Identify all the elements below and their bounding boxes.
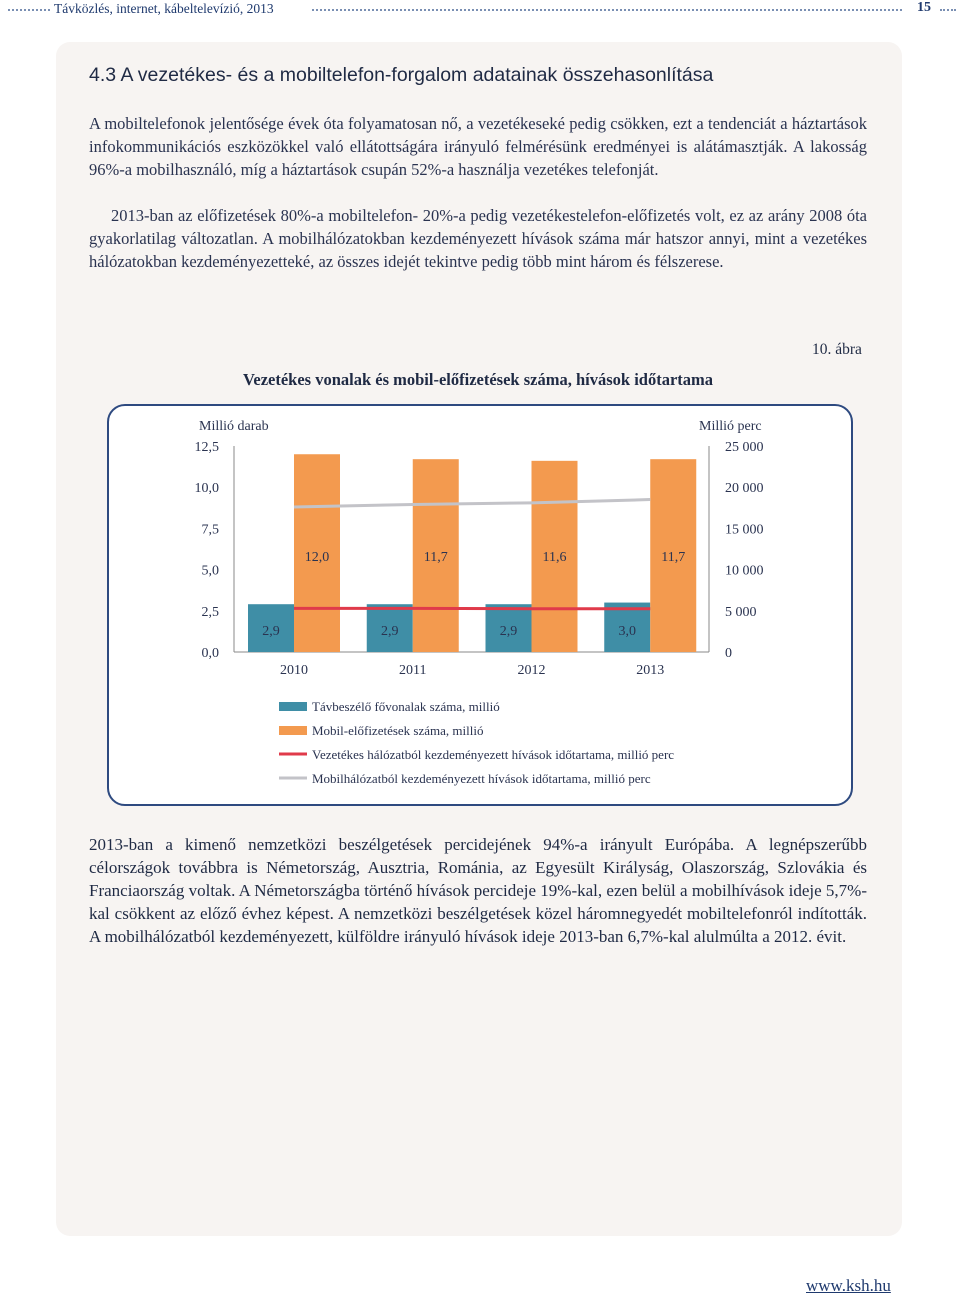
ksh-website-link[interactable]: www.ksh.hu	[806, 1276, 891, 1295]
left-tick-label: 7,5	[201, 522, 219, 538]
legend-entry: Mobil-előfizetések száma, millió	[312, 723, 484, 738]
data-label-fixed: 2,9	[499, 624, 518, 639]
right-tick-label: 25 000	[725, 440, 764, 455]
figure-label: 10. ábra	[812, 341, 862, 358]
x-tick-label: 2012	[517, 663, 546, 678]
paragraph-2: 2013-ban az előfizetések 80%-a mobiltelefon- 20%-a pedig vezetékestelefon-előfizetés volt, ez az arány 2008 óta gyakorlatilag változatlan. A mobilhálózatokban kezdeményezett hívások száma már hatszor annyi, mint a vezetékes hálózatokban kezdeményezetteké, az összes idejét tekintve pedig több mint három és félszerese.	[89, 206, 867, 271]
left-tick-label: 2,5	[201, 604, 219, 620]
data-label-mobile: 11,7	[423, 550, 448, 565]
line-mobile-call-duration	[294, 500, 650, 507]
chart-svg	[109, 406, 851, 804]
data-label-fixed: 3,0	[618, 624, 636, 639]
page-number: 15	[917, 0, 931, 15]
section-title: 4.3 A vezetékes- és a mobiltelefon-forgalom adatainak összehasonlítása	[89, 64, 714, 86]
data-label-fixed: 2,9	[381, 624, 399, 639]
header-dotted-rule-right	[940, 9, 956, 11]
left-axis-label: Millió darab	[199, 419, 269, 434]
data-label-mobile: 12,0	[304, 550, 330, 565]
right-tick-label: 0	[725, 646, 732, 661]
right-axis-label: Millió perc	[699, 419, 762, 434]
chart-frame	[107, 404, 853, 806]
right-tick-label: 5 000	[725, 604, 757, 620]
legend-entry: Mobilhálózatból kezdeményezett hívások időtartama, millió perc	[312, 771, 651, 786]
running-title: Távközlés, internet, kábeltelevízió, 2013	[54, 1, 274, 16]
data-label-mobile: 11,7	[661, 550, 686, 565]
left-tick-label: 5,0	[201, 563, 219, 579]
left-tick-label: 10,0	[194, 481, 219, 497]
legend-swatch	[279, 702, 307, 711]
legend-entry: Távbeszélő fővonalak száma, millió	[312, 699, 500, 714]
right-tick-label: 10 000	[725, 563, 764, 579]
data-label-fixed: 2,9	[262, 624, 280, 639]
header-dotted-rule-middle	[312, 9, 902, 11]
chart-title: Vezetékes vonalak és mobil-előfizetések száma, hívások időtartama	[242, 370, 714, 389]
paragraph-1: A mobiltelefonok jelentősége évek óta folyamatosan nő, a vezetékeseké pedig csökken, ezt a tendenciát a háztartások infokommunikációs eszközökkel való ellátottságára irányuló felmérésünk eredményei is alátámasztják. A lakosság 96%-a mobilhasználó, míg a háztartások csupán 52%-a használja vezetékes telefonját.	[89, 114, 867, 179]
paragraph-3: 2013-ban a kimenő nemzetközi beszélgetések percidejének 94%-a irányult Európába. A legnépszerűbb célországok továbbra is Németország, Ausztria, Románia, az Egyesült Királyság, Olaszország, Szlovákia és Franciaország voltak. A Németországba történő hívások percideje 19%-kal, ezen belül a mobilhívások ideje 5,7%-kal csökkent az előző évhez képest. A nemzetközi beszélgetések közel háromnegyedét mobiltelefonról indították. A mobilhálózatból kezdeményezett, külföldre irányuló hívások ideje 2013-ban 6,7%-kal alulmúlta a 2012. évit.	[89, 835, 867, 946]
x-tick-label: 2010	[280, 663, 308, 678]
data-label-mobile: 11,6	[542, 550, 567, 565]
right-tick-label: 15 000	[725, 522, 764, 538]
right-tick-label: 20 000	[725, 481, 764, 497]
legend-swatch	[279, 726, 307, 735]
legend-entry: Vezetékes hálózatból kezdeményezett hívások időtartama, millió perc	[312, 747, 675, 762]
running-header	[0, 0, 960, 22]
x-tick-label: 2011	[399, 663, 427, 678]
header-dotted-rule-left	[8, 9, 50, 11]
x-tick-label: 2013	[636, 663, 665, 678]
left-tick-label: 12,5	[194, 440, 219, 455]
left-tick-label: 0,0	[201, 646, 219, 661]
